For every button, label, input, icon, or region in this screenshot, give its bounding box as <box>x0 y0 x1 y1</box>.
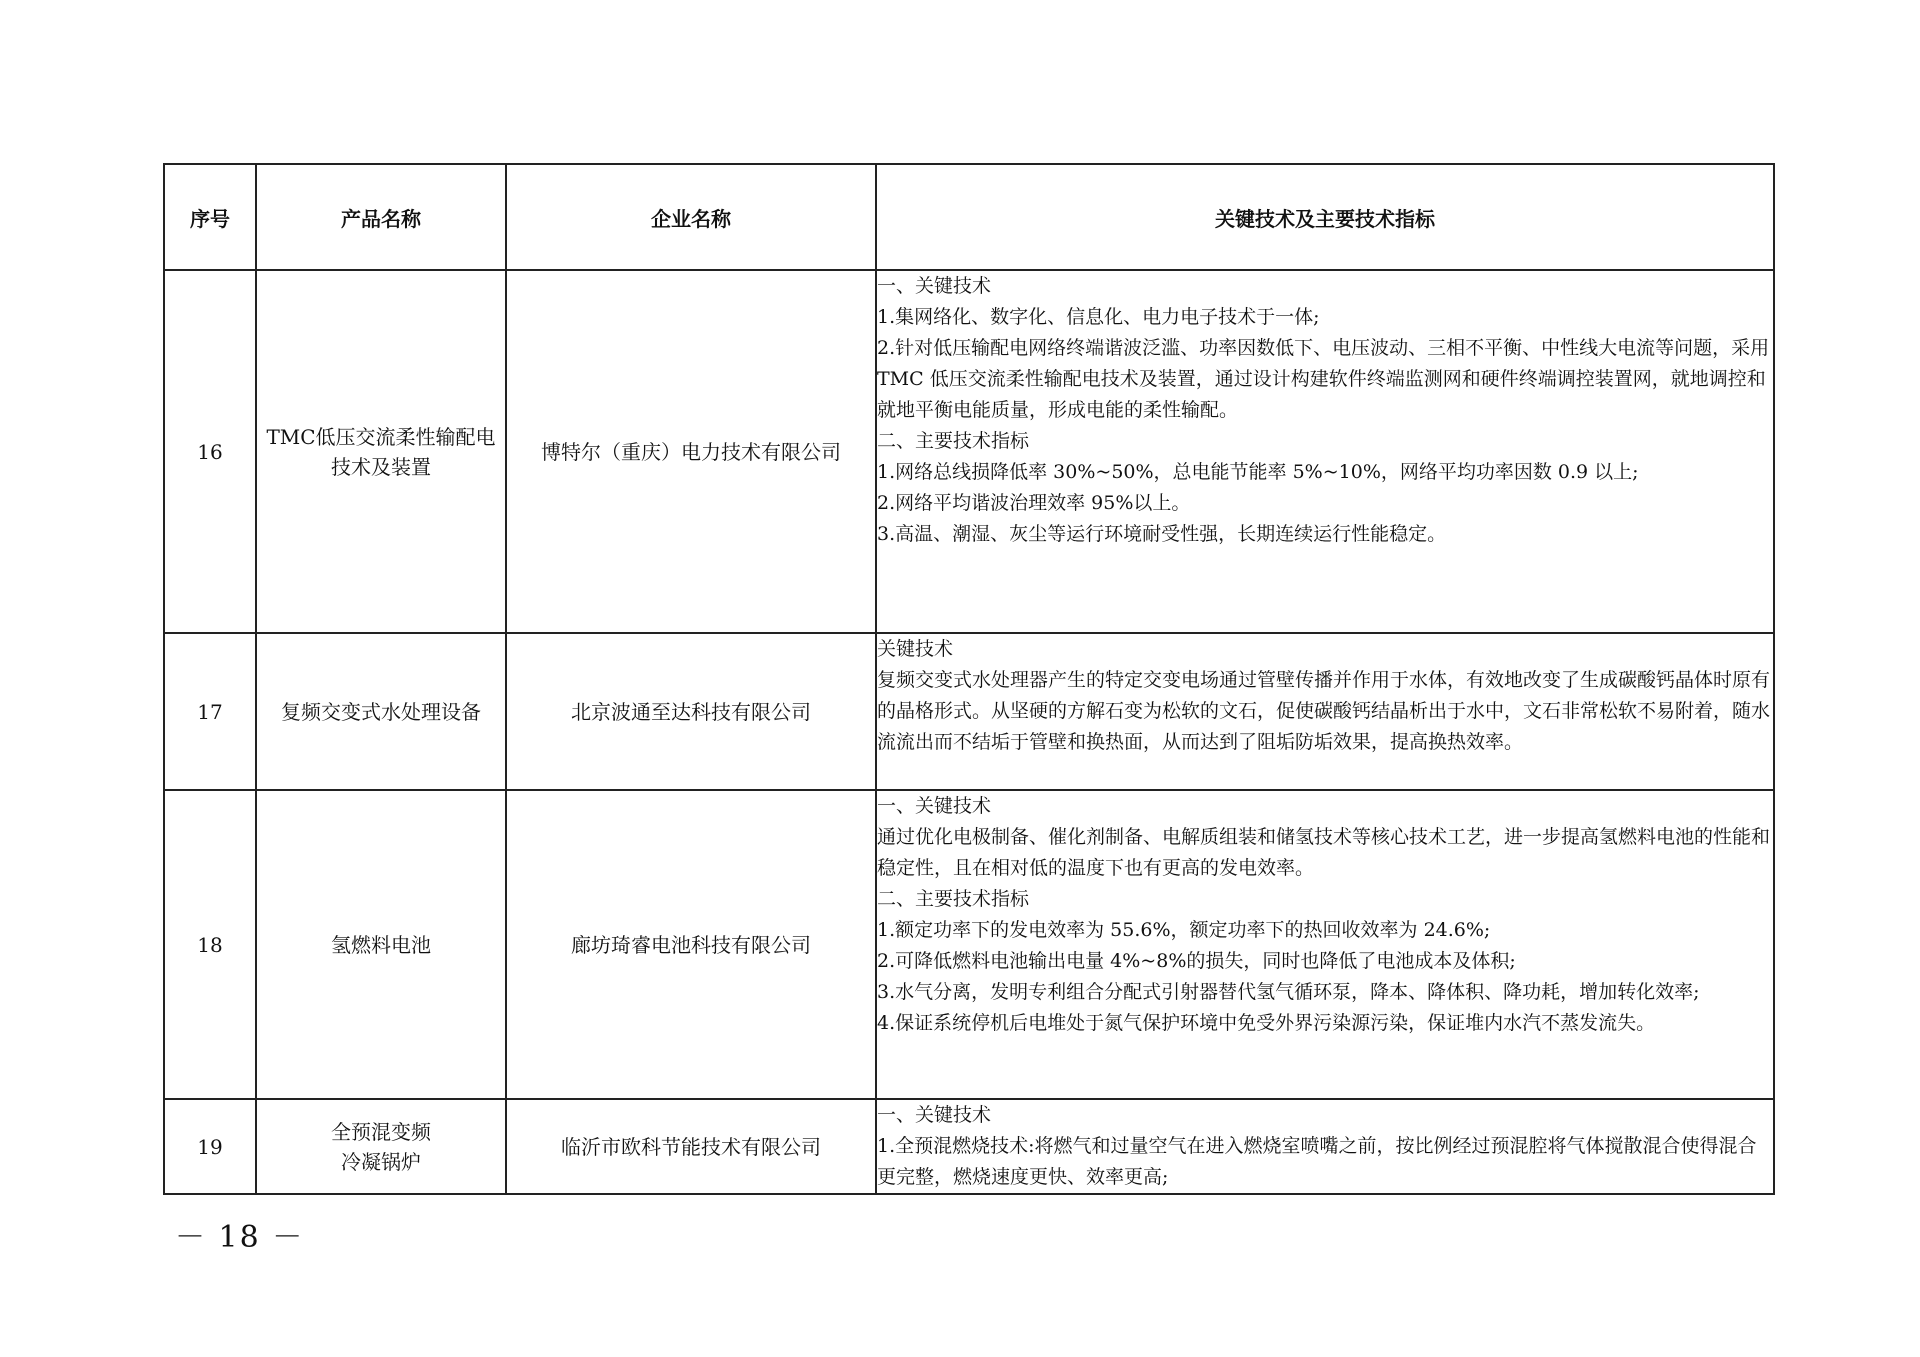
tech-line: 1.额定功率下的发电效率为 55.6%，额定功率下的热回收效率为 24.6%; <box>877 919 1491 941</box>
row-product: 氢燃料电池 <box>256 790 506 1099</box>
table-row <box>164 270 1774 633</box>
row-seq: 19 <box>164 1099 256 1194</box>
product-line: 全预混变频 <box>331 1119 431 1144</box>
row-product <box>256 1099 506 1194</box>
row-company: 博特尔（重庆）电力技术有限公司 <box>506 270 876 633</box>
row-tech <box>876 270 1774 633</box>
product-line: 冷凝锅炉 <box>341 1149 421 1174</box>
row-product: TMC低压交流柔性输配电技术及装置 <box>256 270 506 633</box>
table-header-row <box>164 164 1774 270</box>
row-company: 廊坊琦睿电池科技有限公司 <box>506 790 876 1099</box>
table-row <box>164 790 1774 1099</box>
tech-line: 2.可降低燃料电池输出电量 4%~8%的损失，同时也降低了电池成本及体积; <box>877 950 1516 972</box>
row-seq: 18 <box>164 790 256 1099</box>
tech-line: 复频交变式水处理器产生的特定交变电场通过管壁传播并作用于水体，有效地改变了生成碳酸钙晶体时原有的晶格形式。从坚硬的方解石变为松软的文石，促使碳酸钙结晶析出于水中，文石非常松软不易附着，随水流流出而不结垢于管壁和换热面，从而达到了阻垢防垢效果，提高换热效率。 <box>877 669 1771 753</box>
tech-line: 2.针对低压输配电网络终端谐波泛滥、功率因数低下、电压波动、三相不平衡、中性线大电流等问题，采用 TMC 低压交流柔性输配电技术及装置，通过设计构建软件终端监测网和硬件终端调控装置网，就地调控和就地平衡电能质量，形成电能的柔性输配。 <box>877 337 1770 421</box>
page-number: － 18 － <box>175 1220 305 1255</box>
header-company: 企业名称 <box>506 164 876 270</box>
header-seq: 序号 <box>164 164 256 270</box>
row-company: 北京波通至达科技有限公司 <box>506 633 876 790</box>
tech-line: 1.集网络化、数字化、信息化、电力电子技术于一体; <box>877 306 1320 328</box>
tech-line: 一、关键技术 <box>877 275 992 297</box>
tech-line: 二、主要技术指标 <box>877 888 1030 910</box>
tech-line: 3.水气分离，发明专利组合分配式引射器替代氢气循环泵，降本、降体积、降功耗，增加转化效率; <box>877 981 1700 1003</box>
row-tech <box>876 790 1774 1099</box>
tech-line: 4.保证系统停机后电堆处于氮气保护环境中免受外界污染源污染，保证堆内水汽不蒸发流失。 <box>877 1012 1656 1034</box>
header-tech: 关键技术及主要技术指标 <box>876 164 1774 270</box>
table-row <box>164 1099 1774 1194</box>
tech-line: 2.网络平均谐波治理效率 95%以上。 <box>877 492 1191 514</box>
table-row <box>164 633 1774 790</box>
row-seq: 16 <box>164 270 256 633</box>
product-table <box>163 163 1775 1195</box>
tech-line: 通过优化电极制备、催化剂制备、电解质组装和储氢技术等核心技术工艺，进一步提高氢燃料电池的性能和稳定性，且在相对低的温度下也有更高的发电效率。 <box>877 826 1771 879</box>
tech-line: 3.高温、潮湿、灰尘等运行环境耐受性强，长期连续运行性能稳定。 <box>877 523 1447 545</box>
header-product: 产品名称 <box>256 164 506 270</box>
tech-line: 二、主要技术指标 <box>877 430 1030 452</box>
tech-line: 一、关键技术 <box>877 795 992 817</box>
row-tech <box>876 633 1774 790</box>
row-company: 临沂市欧科节能技术有限公司 <box>506 1099 876 1194</box>
tech-line: 关键技术 <box>877 638 954 660</box>
tech-line: 1.全预混燃烧技术:将燃气和过量空气在进入燃烧室喷嘴之前，按比例经过预混腔将气体搅散混合使得混合更完整，燃烧速度更快、效率更高; <box>877 1135 1757 1188</box>
tech-line: 一、关键技术 <box>877 1104 992 1126</box>
row-tech <box>876 1099 1774 1194</box>
row-seq: 17 <box>164 633 256 790</box>
row-product: 复频交变式水处理设备 <box>256 633 506 790</box>
tech-line: 1.网络总线损降低率 30%~50%，总电能节能率 5%~10%，网络平均功率因数 0.9 以上; <box>877 461 1639 483</box>
